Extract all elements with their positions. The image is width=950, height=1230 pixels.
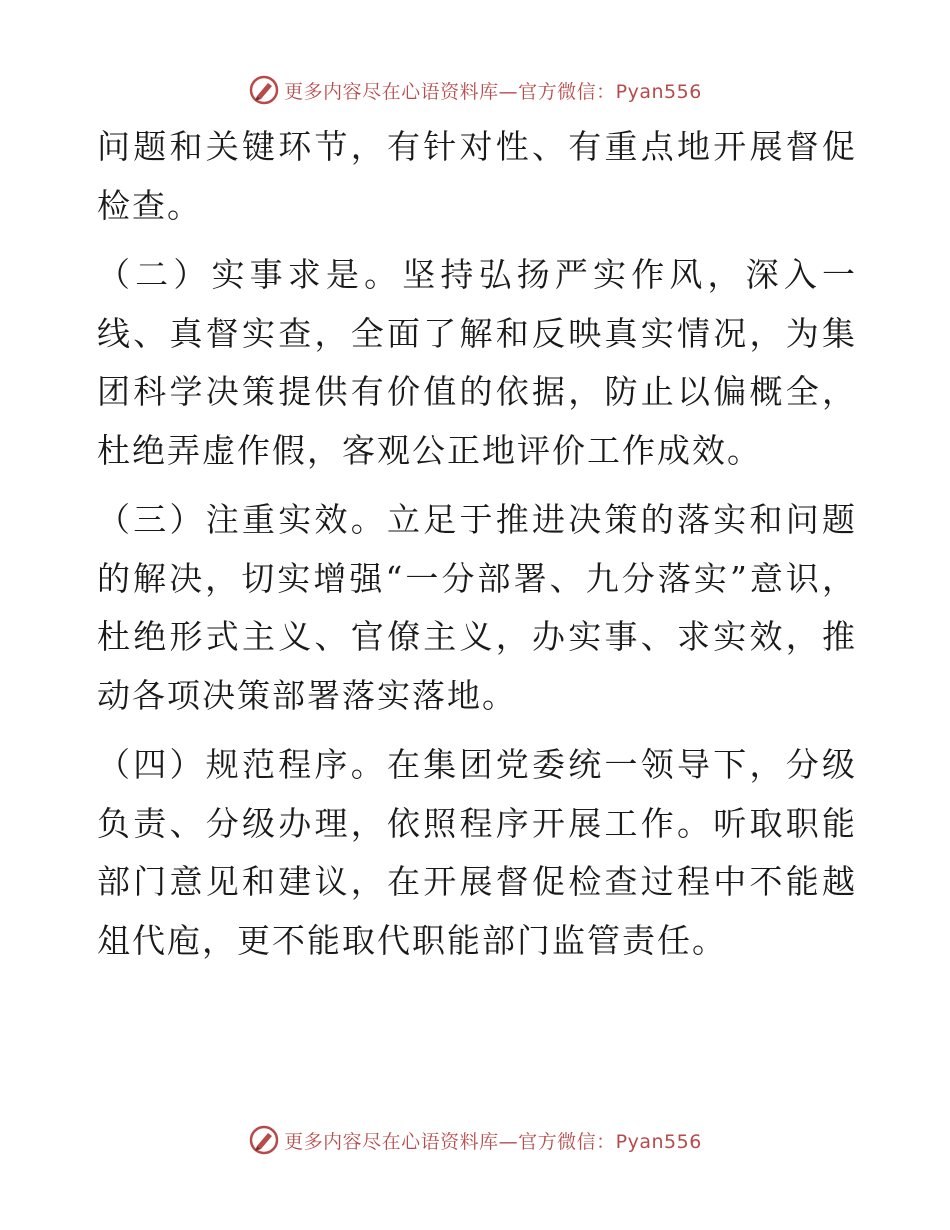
paragraph-standard-procedure: （四）规范程序。在集团党委统一领导下，分级负责、分级办理，依照程序开展工作。听取职能部门意见和建议，在开展督促检查过程中不能越俎代庖，更不能取代职能部门监管责任。 [97,745,857,960]
watermark-text: 更多内容尽在心语资料库—官方微信：Pyan556 [284,1130,702,1153]
paragraph-seek-truth: （二）实事求是。坚持弘扬严实作风，深入一线、真督实查，全面了解和反映真实情况，为集团科学决策提供有价值的依据，防止以偏概全，杜绝弄虚作假，客观公正地评价工作成效。 [97,255,857,470]
paragraph-focus-results: （三）注重实效。立足于推进决策的落实和问题的解决，切实增强“一分部署、九分落实”意识，杜绝形式主义、官僚主义，办实事、求实效，推动各项决策部署落实落地。 [97,500,857,715]
document-body [97,118,857,970]
pen-logo-icon [248,74,280,106]
watermark-text: 更多内容尽在心语资料库—官方微信：Pyan556 [284,80,702,103]
footer-watermark [0,1120,950,1160]
paragraph-continuation: 问题和关键环节，有针对性、有重点地开展督促检查。 [97,127,857,225]
pen-logo-icon [248,1124,280,1156]
header-watermark [0,70,950,110]
